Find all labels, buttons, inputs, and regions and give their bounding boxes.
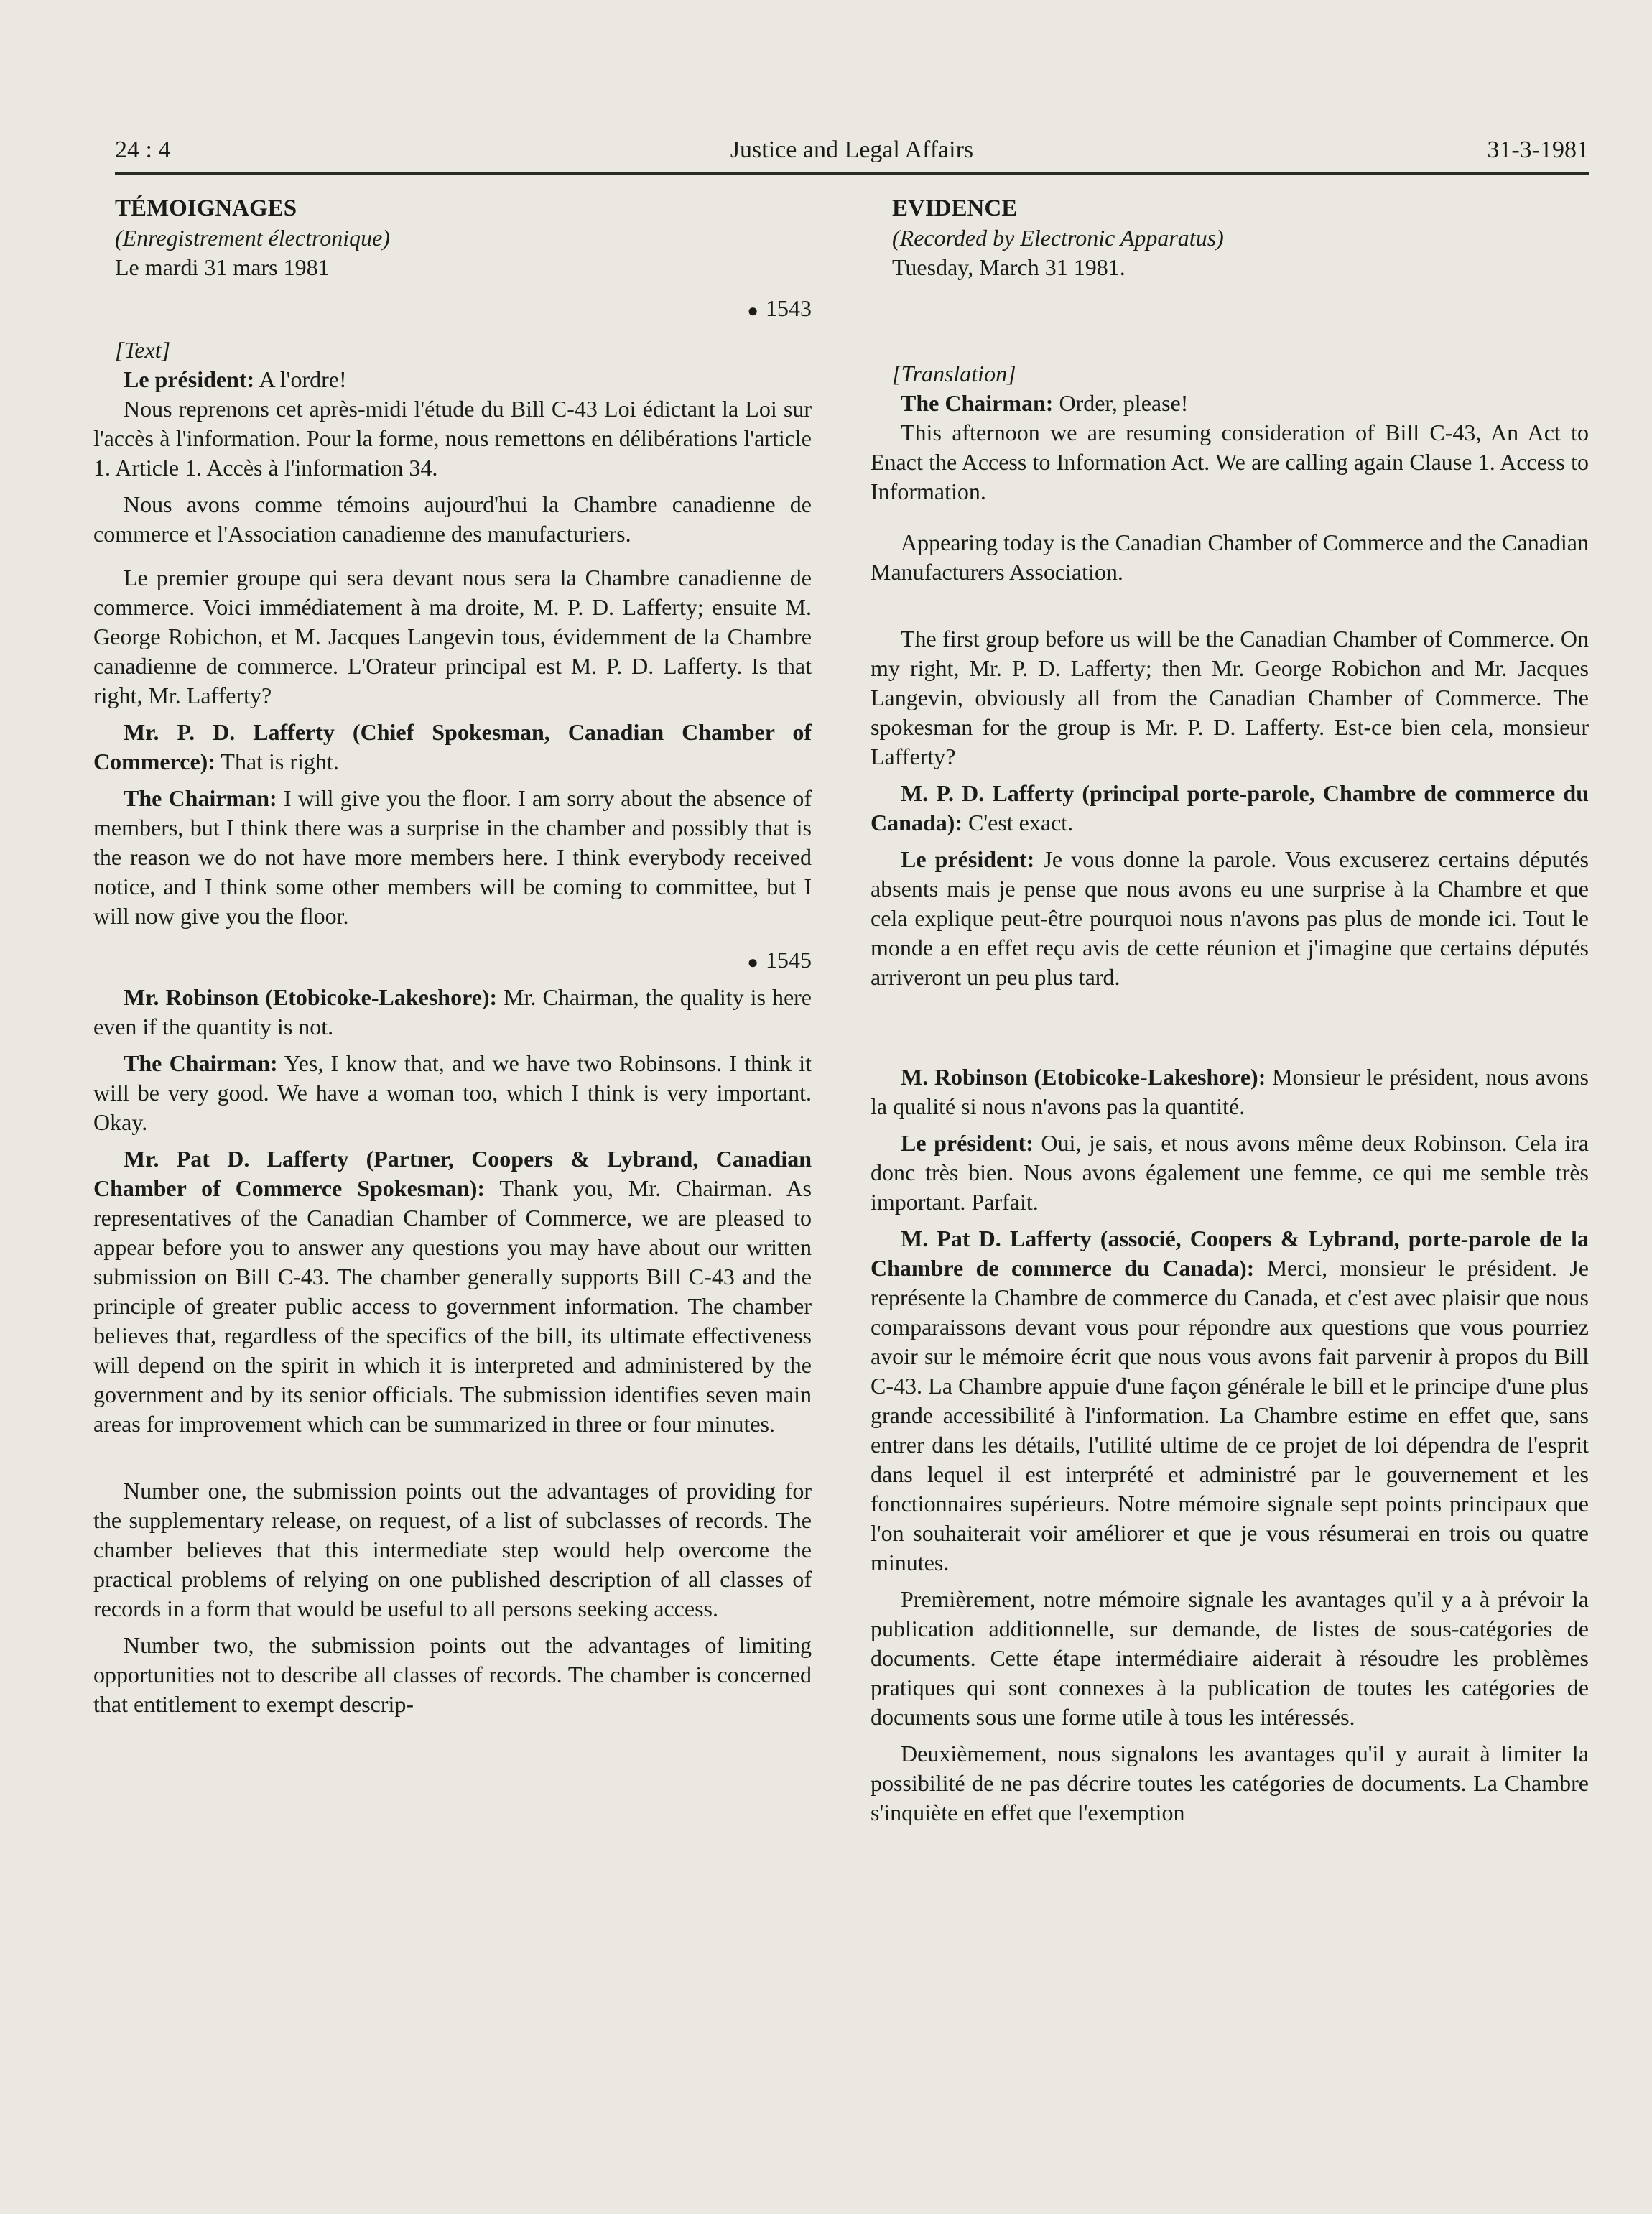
paragraph	[93, 365, 812, 394]
speaker-name: M. Robinson (Etobicoke-Lakeshore):	[901, 1064, 1266, 1090]
speech-text: Thank you, Mr. Chairman. As representatives of the Canadian Chamber of Commerce, we are pleased to appear before you to answer any questions you may have about our written submission on Bill C-43. The chamber generally supports Bill C-43 and the principle of greater public access to government information. The chamber believes that, regardless of the specifics of the bill, its ultimate effectiveness will depend on the spirit in which it is interpreted and administered by the government and by its senior officials. The submission identifies seven main areas for improvement which can be summarized in three or four minutes.	[93, 1175, 812, 1437]
paragraph	[871, 389, 1589, 418]
paragraph: Number two, the submission points out the advantages of limiting opportunities not to describe all classes of records. The chamber is concerned that entitlement to exempt descrip-	[93, 1632, 812, 1718]
paragraph	[871, 1224, 1589, 1578]
paragraph: Nous avons comme témoins aujourd'hui la Chambre canadienne de commerce et l'Association canadienne des manufacturiers.	[93, 491, 812, 547]
speech-text: Oui, je sais, et nous avons même deux Robinson. Cela ira donc très bien. Nous avons également une femme, ce qui me semble très important. Parfait.	[871, 1130, 1590, 1215]
paragraph	[871, 1062, 1589, 1121]
paragraph	[93, 1144, 812, 1439]
speech-text: Monsieur le président, nous avons la qualité si nous n'avons pas la quantité.	[871, 1064, 1590, 1119]
speaker-name: Le président:	[901, 1130, 1034, 1156]
time-value: 1543	[766, 295, 812, 321]
speech-text: C'est exact.	[962, 810, 1074, 835]
paragraph	[871, 845, 1589, 992]
left-column	[93, 194, 812, 1719]
paragraph: Appearing today is the Canadian Chamber of Commerce and the Canadian Manufacturers Association.	[871, 529, 1589, 585]
running-header	[115, 128, 1589, 175]
speaker-name: M. P. D. Lafferty (principal porte-parole, Chambre de commerce du Canada):	[871, 780, 1589, 835]
paragraph	[93, 718, 812, 777]
paragraph: Premièrement, notre mémoire signale les avantages qu'il y a à prévoir la publication additionnelle, sur demande, de listes de sous-catégories de documents. Cette étape intermédiaire aiderait à résoudre les problèmes pratiques qui sont connexes à la publication de toutes les catégories de documents sous une forme utile à tous les intéressés.	[871, 1586, 1589, 1730]
paragraph	[93, 1049, 812, 1137]
speaker-name: The Chairman:	[124, 785, 277, 812]
header-date: 31-3-1981	[1487, 136, 1589, 163]
recording-note: (Recorded by Electronic Apparatus)	[892, 225, 1224, 251]
paragraph: Number one, the submission points out the advantages of providing for the supplementary release, on request, of a list of subclasses of records. The chamber believes that this intermediate step would help overcome the practical problems of relying on one published description of all classes of records in a form that would be useful to all persons seeking access.	[93, 1478, 812, 1622]
speech-text: Yes, I know that, and we have two Robinsons. I think it will be very good. We have a woman too, which I think is very important. Okay.	[93, 1050, 812, 1136]
speech-text: A l'ordre!	[254, 366, 347, 393]
bullet-icon: ●	[747, 952, 758, 973]
speaker-name: The Chairman:	[901, 390, 1054, 416]
paragraph	[93, 983, 812, 1042]
speaker-name: Mr. P. D. Lafferty (Chief Spokesman, Canadian Chamber of Commerce):	[93, 719, 812, 775]
page-number: 24 : 4	[115, 136, 171, 163]
right-column	[871, 194, 1589, 1828]
speech-text: Je vous donne la parole. Vous excuserez certains députés absents mais je pense que nous avons eu une surprise à la Chambre et que cela explique peut-être pourquoi nous n'avons pas plus de monde ici. Tout le monde a en effet reçu avis de cette réunion et j'imagine que certains députés arriveront un peu plus tard.	[871, 846, 1590, 990]
recording-note: (Enregistrement électronique)	[115, 225, 390, 251]
paragraph: Nous reprenons cet après-midi l'étude du Bill C-43 Loi édictant la Loi sur l'accès à l'information. Pour la forme, nous remettons en délibérations l'article 1. Article 1. Accès à l'information 34.	[93, 396, 812, 481]
time-marker	[93, 945, 812, 977]
language-tag: [Text]	[115, 337, 171, 363]
paragraph: The first group before us will be the Canadian Chamber of Commerce. On my right, Mr. P. D. Lafferty; then Mr. George Robichon and Mr. Jacques Langevin, obviously all from the Canadian Chamber of Commerce. The spokesman for the group is Mr. P. D. Lafferty. Est-ce bien cela, monsieur Lafferty?	[871, 626, 1589, 769]
section-heading: TÉMOIGNAGES	[115, 195, 297, 221]
speaker-name: Le président:	[901, 846, 1035, 872]
paragraph	[93, 784, 812, 931]
speaker-name: M. Pat D. Lafferty (associé, Coopers & Lybrand, porte-parole de la Chambre de commerce du Canada):	[871, 1226, 1589, 1281]
bullet-icon: ●	[747, 300, 758, 322]
paragraph: Le premier groupe qui sera devant nous sera la Chambre canadienne de commerce. Voici immédiatement à ma droite, M. P. D. Lafferty; ensuite M. George Robichon, et M. Jacques Langevin tous, évidemment de la Chambre canadienne de commerce. L'Orateur principal est M. P. D. Lafferty. Is that right, Mr. Lafferty?	[93, 565, 812, 709]
paragraph: Deuxièmement, nous signalons les avantages qu'il y aurait à limiter la possibilité de ne pas décrire toutes les catégories de documents. La Chambre s'inquiète en effet que l'exemption	[871, 1741, 1589, 1825]
session-date: Le mardi 31 mars 1981	[115, 254, 330, 280]
speaker-name: The Chairman:	[124, 1050, 278, 1077]
time-value: 1545	[766, 947, 812, 973]
session-date: Tuesday, March 31 1981.	[892, 254, 1126, 280]
paragraph	[871, 1129, 1589, 1217]
time-marker	[93, 294, 812, 325]
speech-text: Mr. Chairman, the quality is here even if the quantity is not.	[93, 984, 812, 1040]
paragraph	[871, 779, 1589, 838]
publication-title: Justice and Legal Affairs	[730, 136, 974, 163]
speech-text: Order, please!	[1053, 390, 1189, 416]
speaker-name: Le président:	[124, 366, 255, 393]
paragraph: This afternoon we are resuming consideration of Bill C-43, An Act to Enact the Access to Information Act. We are calling again Clause 1. Access to Information.	[871, 420, 1589, 504]
speech-text: Merci, monsieur le président. Je représente la Chambre de commerce du Canada, et c'est avec plaisir que nous comparaissons devant vous pour répondre aux questions que vous pourriez avoir sur le mémoire écrit que nous vous avons fait parvenir à propos du Bill C-43. La Chambre appuie d'une façon générale le bill et le principe d'une plus grande accessibilité à l'information. La Chambre estime en effet que, sans entrer dans les détails, l'utilité ultime de ce projet de loi dépendra de l'esprit dans lequel il est interprété et administré par le gouvernement et les fonctionnaires supérieurs. Notre mémoire signale sept points principaux que l'on souhaiterait voir améliorer et que je vous résumerai en trois ou quatre minutes.	[871, 1255, 1590, 1575]
section-heading: EVIDENCE	[892, 195, 1018, 221]
speech-text: I will give you the floor. I am sorry about the absence of members, but I think there was a surprise in the chamber and possibly that is the reason we do not have more members here. I think everybody received notice, and I think some other members will be coming to committee, but I will now give you the floor.	[93, 785, 812, 930]
language-tag: [Translation]	[892, 361, 1016, 386]
speaker-name: Mr. Pat D. Lafferty (Partner, Coopers & Lybrand, Canadian Chamber of Commerce Spokesman):	[93, 1146, 812, 1202]
speech-text: That is right.	[215, 749, 339, 775]
speaker-name: Mr. Robinson (Etobicoke-Lakeshore):	[124, 984, 498, 1011]
